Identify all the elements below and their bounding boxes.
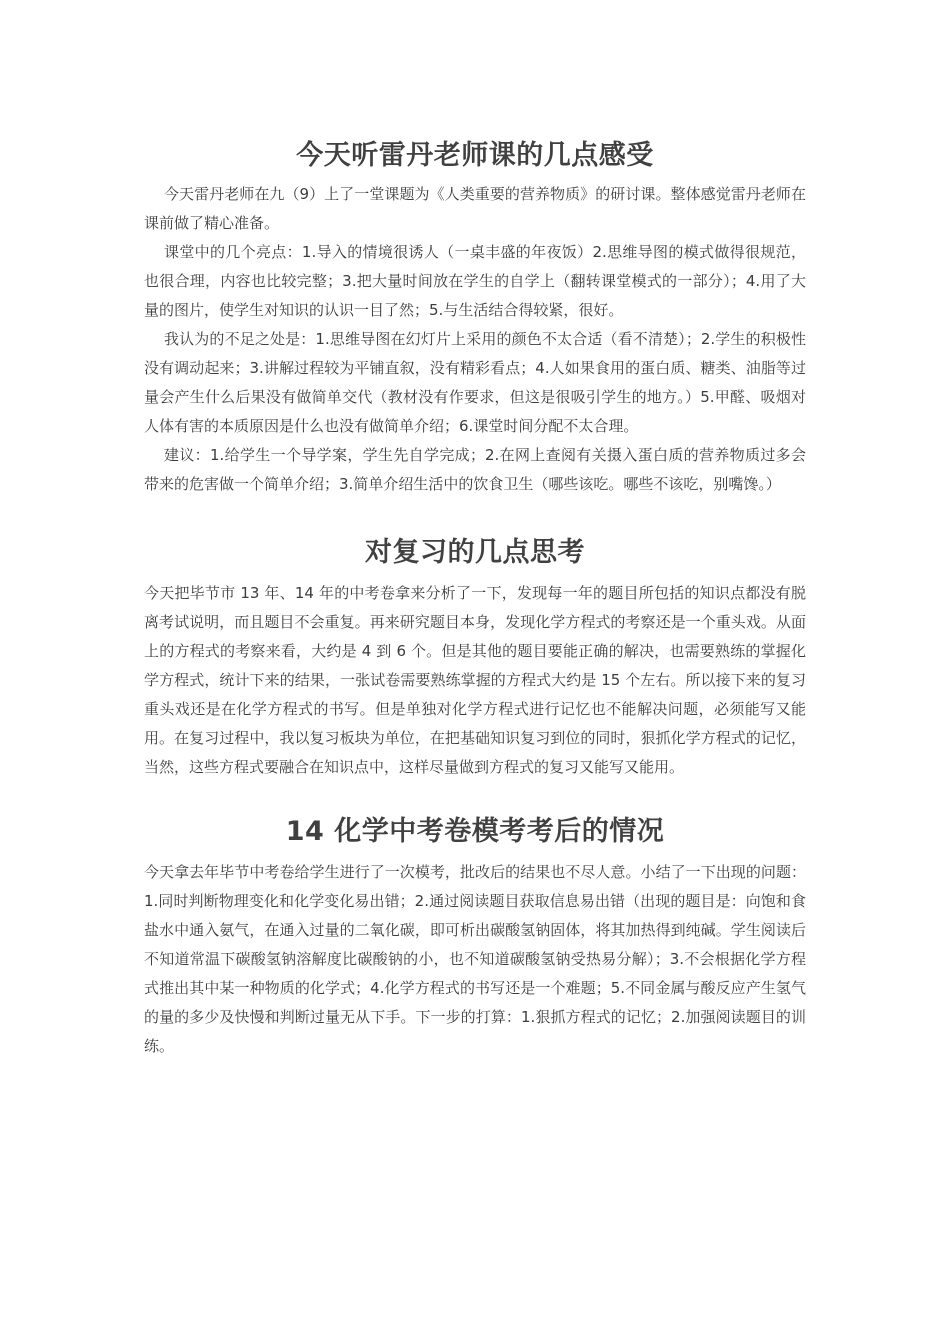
paragraph: 建议：1.给学生一个导学案，学生先自学完成；2.在网上查阅有关摄入蛋白质的营养物质过多会带来的危害做一个简单介绍；3.简单介绍生活中的饮食卫生（哪些该吃。哪些不该吃，别嘴馋。） [144,446,806,493]
paragraph: 我认为的不足之处是：1.思维导图在幻灯片上采用的颜色不太合适（看不清楚）；2.学生的积极性没有调动起来；3.讲解过程较为平铺直叙，没有精彩看点；4.人如果食用的蛋白质、糖类、油脂等过量会产生什么后果没有做简单交代（教材没有作要求，但这是很吸引学生的地方。）5.甲醛、吸烟对人体有害的本质原因是什么也没有做简单介绍；6.课堂时间分配不太合理。 [144,330,806,435]
paragraph: 今天拿去年毕节中考卷给学生进行了一次模考，批改后的结果也不尽人意。小结了一下出现的问题：1.同时判断物理变化和化学变化易出错；2.通过阅读题目获取信息易出错（出现的题目是：向饱和食盐水中通入氨气，在通入过量的二氧化碳，即可析出碳酸氢钠固体，将其加热得到纯碱。学生阅读后不知道常温下碳酸氢钠溶解度比碳酸钠的小，也不知道碳酸氢钠受热易分解）；3.不会根据化学方程式推出其中某一种物质的化学式；4.化学方程式的书写还是一个难题；5.不同金属与酸反应产生氢气的量的多少及快慢和判断过量无从下手。下一步的打算：1.狠抓方程式的记忆；2.加强阅读题目的训练。 [144,863,806,1055]
section-mock-exam [144,812,806,1061]
section-title: 14 化学中考卷模考考后的情况 [285,816,665,847]
section-review-thoughts [144,533,806,782]
paragraph: 今天雷丹老师在九（9）上了一堂课题为《人类重要的营养物质》的研讨课。整体感觉雷丹老师在课前做了精心准备。 [144,185,806,232]
section-title: 对复习的几点思考 [365,537,585,568]
document-page [144,130,806,1061]
section-title: 今天听雷丹老师课的几点感受 [296,140,654,171]
section-class-reflection [144,136,806,499]
paragraph: 课堂中的几个亮点：1.导入的情境很诱人（一桌丰盛的年夜饭）2.思维导图的模式做得很规范，也很合理，内容也比较完整；3.把大量时间放在学生的自学上（翻转课堂模式的一部分）；4.用了大量的图片，使学生对知识的认识一目了然；5.与生活结合得较紧，很好。 [144,243,806,319]
paragraph: 今天把毕节市 13 年、14 年的中考卷拿来分析了一下，发现每一年的题目所包括的知识点都没有脱离考试说明，而且题目不会重复。再来研究题目本身，发现化学方程式的考察还是一个重头戏。从面上的方程式的考察来看，大约是 4 到 6 个。但是其他的题目要能正确的解决，也需要熟练的掌握化学方程式，统计下来的结果，一张试卷需要熟练掌握的方程式大约是 15 个左右。所以接下来的复习重头戏还是在化学方程式的书写。但是单独对化学方程式进行记忆也不能解决问题，必须能写又能用。在复习过程中，我以复习板块为单位，在把基础知识复习到位的同时，狠抓化学方程式的记忆，当然，这些方程式要融合在知识点中，这样尽量做到方程式的复习又能写又能用。 [144,584,806,776]
